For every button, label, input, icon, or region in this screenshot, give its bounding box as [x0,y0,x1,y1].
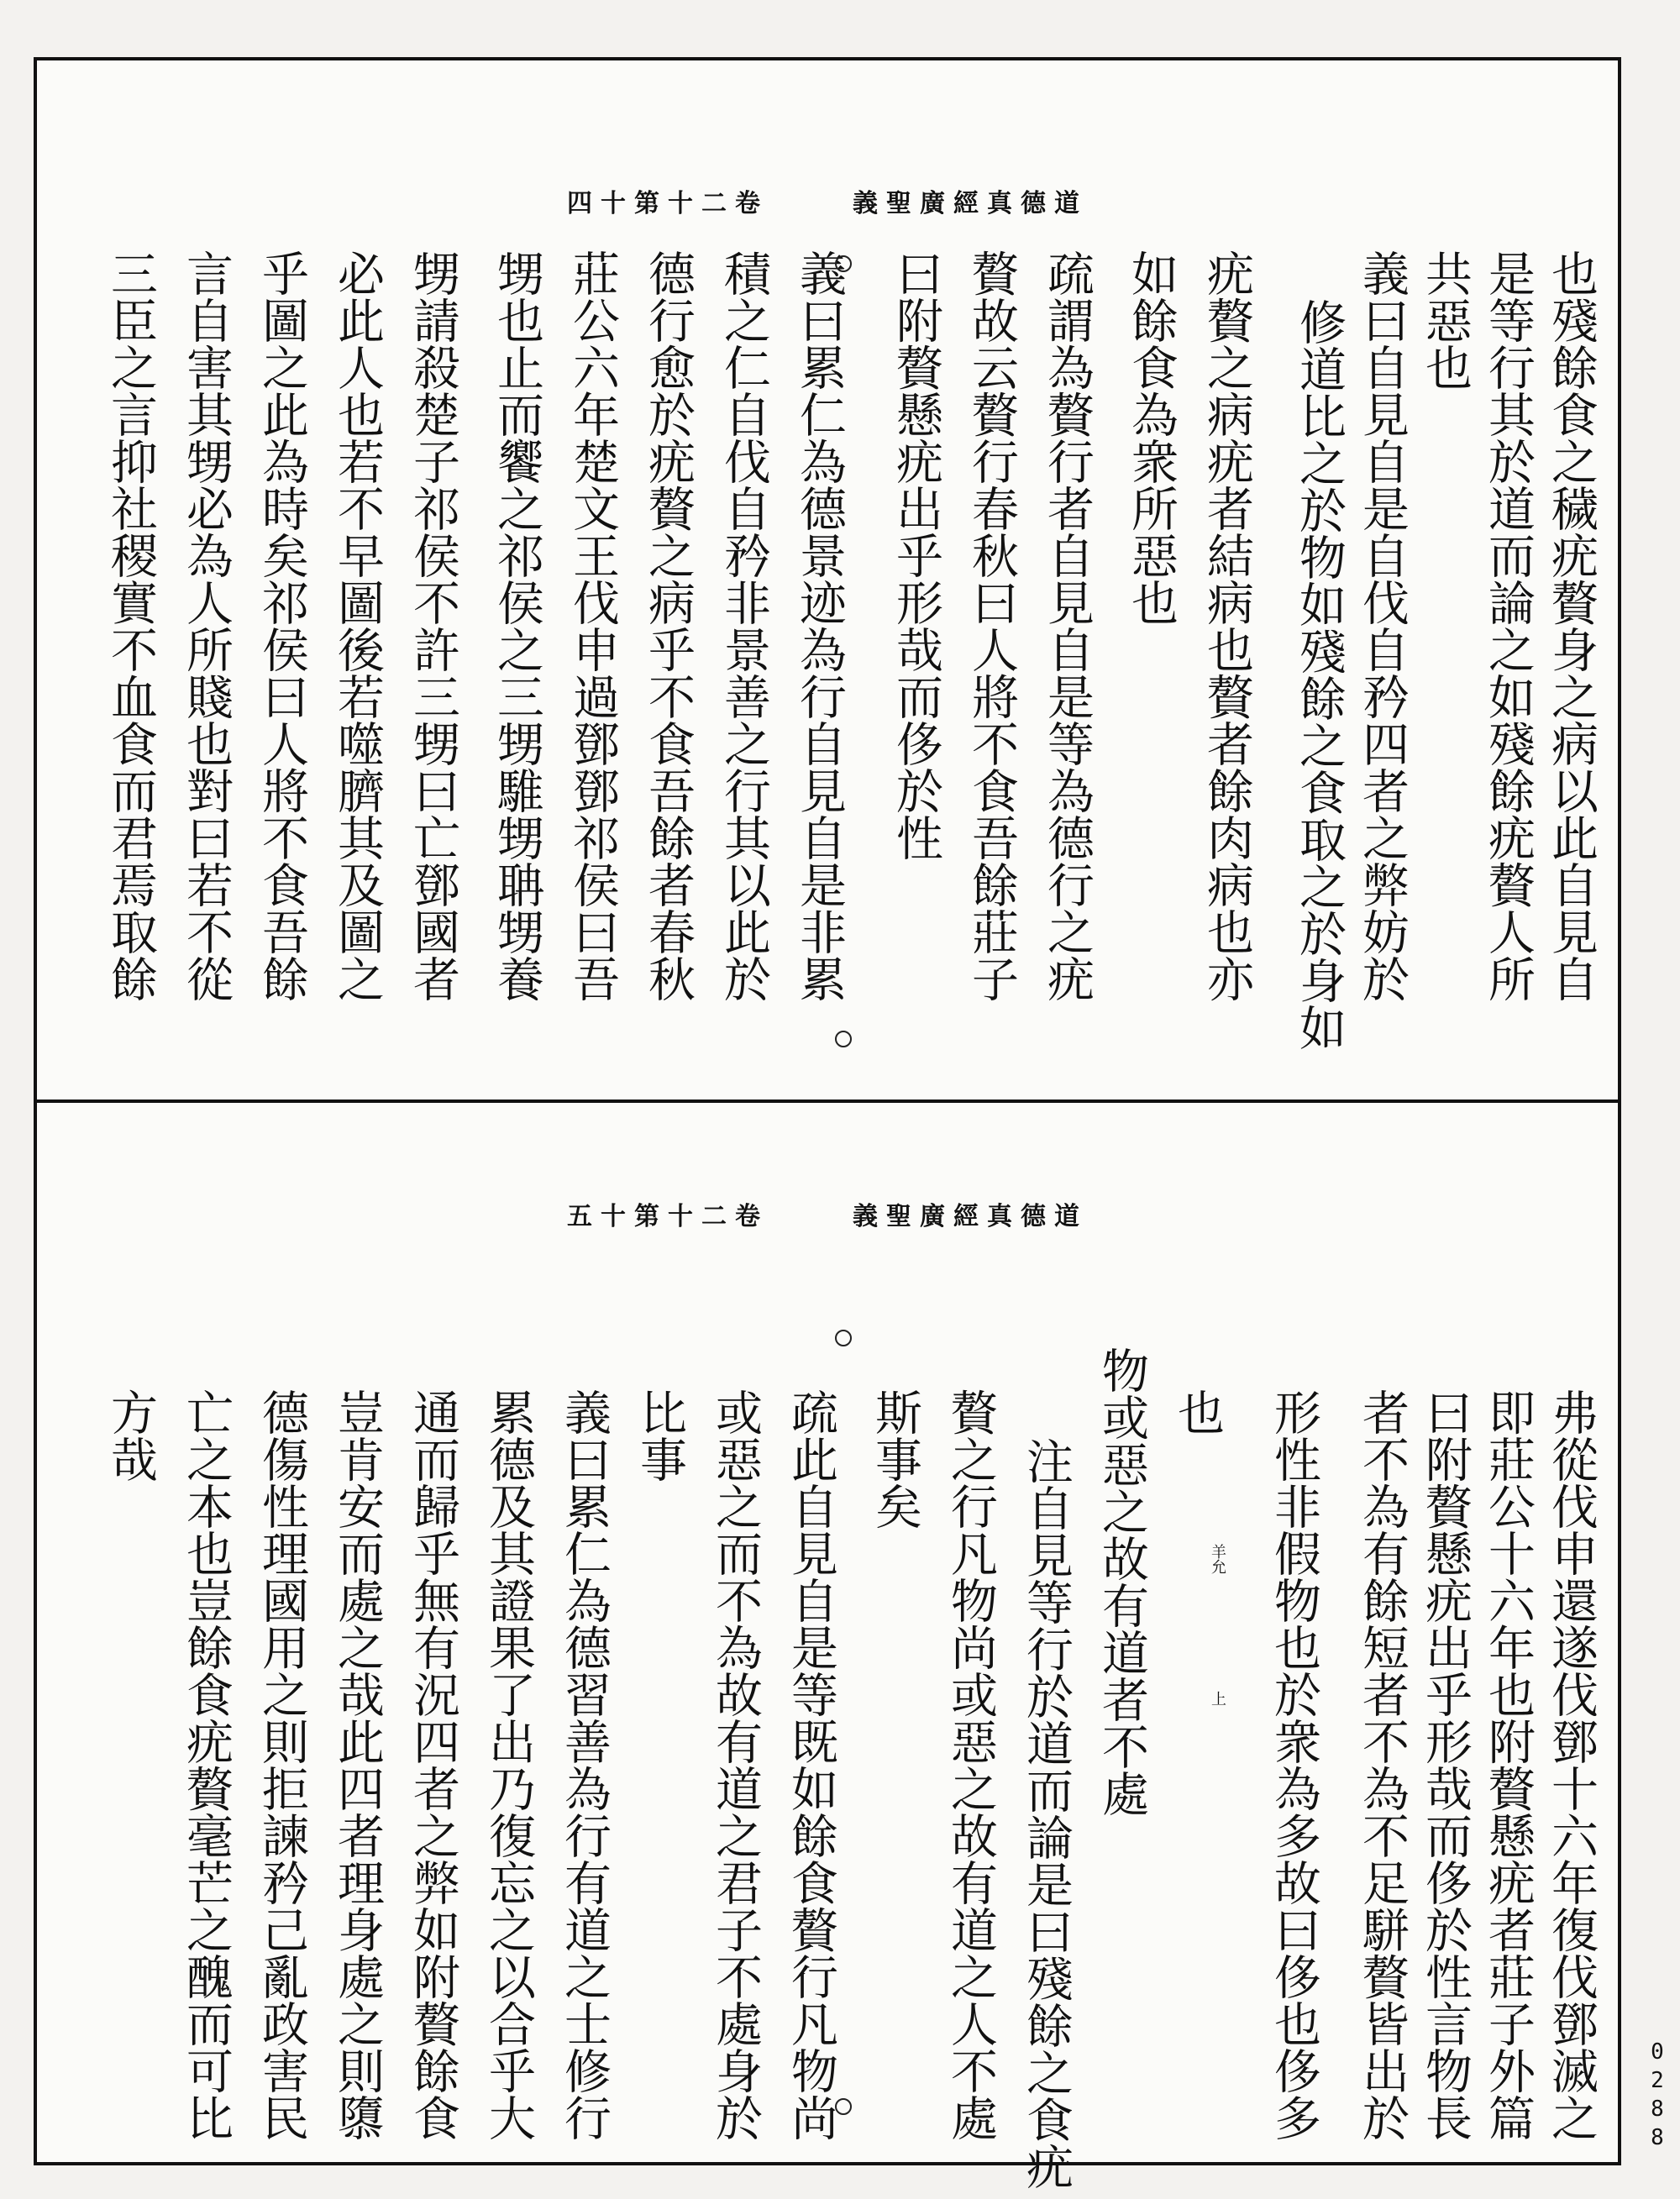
text-column: 形性非假物也於衆為多故曰侈也侈多 [1267,1388,1321,2141]
text-column: 斯事矣 [868,1388,922,1530]
top-header-title: 義聖廣經真德道 [853,189,1089,218]
text-column: 疏此自見自是等既如餘食贅行凡物尚 [784,1388,838,2141]
text-column: 曰附贅懸疣出乎形哉而侈於性 [889,249,943,861]
text-column: 必此人也若不早圖後若噬臍其及圖之 [330,249,385,1002]
text-column: 共惡也 [1418,249,1473,391]
text-column: 三臣之言抑社稷實不血食而君焉取餘 [103,249,158,1002]
side-note: 上 [1209,1691,1226,1706]
side-note: 羊允 [1209,1544,1226,1574]
text-column: 方哉 [103,1388,158,1483]
text-column: 即莊公十六年也附贅懸疣者莊子外篇 [1481,1388,1536,2141]
text-column: 義曰累仁為德景迹為行自見自是非累 [792,249,847,1002]
section-marker-circle [835,2098,852,2115]
text-column: 積之仁自伐自矜非景善之行其以此於 [717,249,771,1002]
text-column: 言自害其甥必為人所賤也對曰若不從 [179,249,234,1002]
text-column: 曰附贅懸疣出乎形哉而侈於性言物長 [1418,1388,1473,2141]
text-column: 德傷性理國用之則拒諫矜己亂政害民 [255,1388,309,2141]
bottom-text-columns [37,1103,1618,2190]
text-column: 是等行其於道而論之如殘餘疣贅人所 [1481,249,1536,1002]
text-column: 贅之行凡物尚或惡之故有道之人不處 [943,1388,998,2141]
page-number: 0288 [1645,2039,1670,2154]
text-column: 物或惡之故有道者不處 [1095,1346,1149,1817]
text-column: 疏謂為贅行者自見自是等為德行之疣 [1040,249,1095,1002]
page-frame [34,57,1621,2190]
bottom-page [37,1103,1618,2190]
text-column: 甥請殺楚子祁侯不許三甥曰亡鄧國者 [406,249,460,1002]
text-column: 亡之本也豈餘食疣贅毫芒之醜而可比 [179,1388,234,2141]
text-column: 也殘餘食之穢疣贅身之病以此自見自 [1544,249,1599,1002]
text-column: 甥也止而饗之祁侯之三甥騅甥聃甥養 [490,249,544,1002]
top-text-columns [37,60,1618,1100]
text-column: 累德及其證果了出乃復忘之以合乎大 [481,1388,536,2141]
text-column: 莊公六年楚文王伐申過鄧鄧祁侯曰吾 [565,249,620,1002]
text-column: 德行愈於疣贅之病乎不食吾餘者春秋 [641,249,696,1002]
text-column: 或惡之而不為故有道之君子不處身於 [708,1388,763,2141]
text-column: 如餘食為衆所惡也 [1124,249,1179,626]
text-column: 也 [1170,1388,1225,1435]
section-marker-circle [835,1031,852,1047]
text-column: 者不為有餘短者不為不足駢贅皆出於 [1355,1388,1410,2141]
text-column: 贅故云贅行春秋曰人將不食吾餘莊子 [964,249,1019,1002]
section-marker-circle [835,255,852,272]
text-column: 修道比之於物如殘餘之食取之於身如 [1292,298,1347,1051]
text-column: 乎圖之此為時矣祁侯曰人將不食吾餘 [255,249,309,1002]
text-column: 注自見等行於道而論是曰殘餘之食疣 [1019,1437,1074,2190]
text-column: 疣贅之病疣者結病也贅者餘肉病也亦 [1200,249,1254,1002]
bottom-header-chapter: 五十第十二卷 [566,1202,769,1231]
section-marker-circle [835,1330,852,1346]
text-column: 義曰自見自是自伐自矜四者之弊妨於 [1355,249,1410,1002]
text-column: 比事 [633,1388,687,1483]
text-column: 弗從伐申還遂伐鄧十六年復伐鄧滅之 [1544,1388,1599,2141]
top-page [37,60,1618,1103]
text-column: 通而歸乎無有況四者之弊如附贅餘食 [406,1388,460,2141]
text-column: 豈肯安而處之哉此四者理身處之則隳 [330,1388,385,2141]
bottom-header-title: 義聖廣經真德道 [853,1202,1089,1231]
top-header-chapter: 四十第十二卷 [566,189,769,218]
text-column: 義曰累仁為德習善為行有道之士修行 [557,1388,612,2141]
